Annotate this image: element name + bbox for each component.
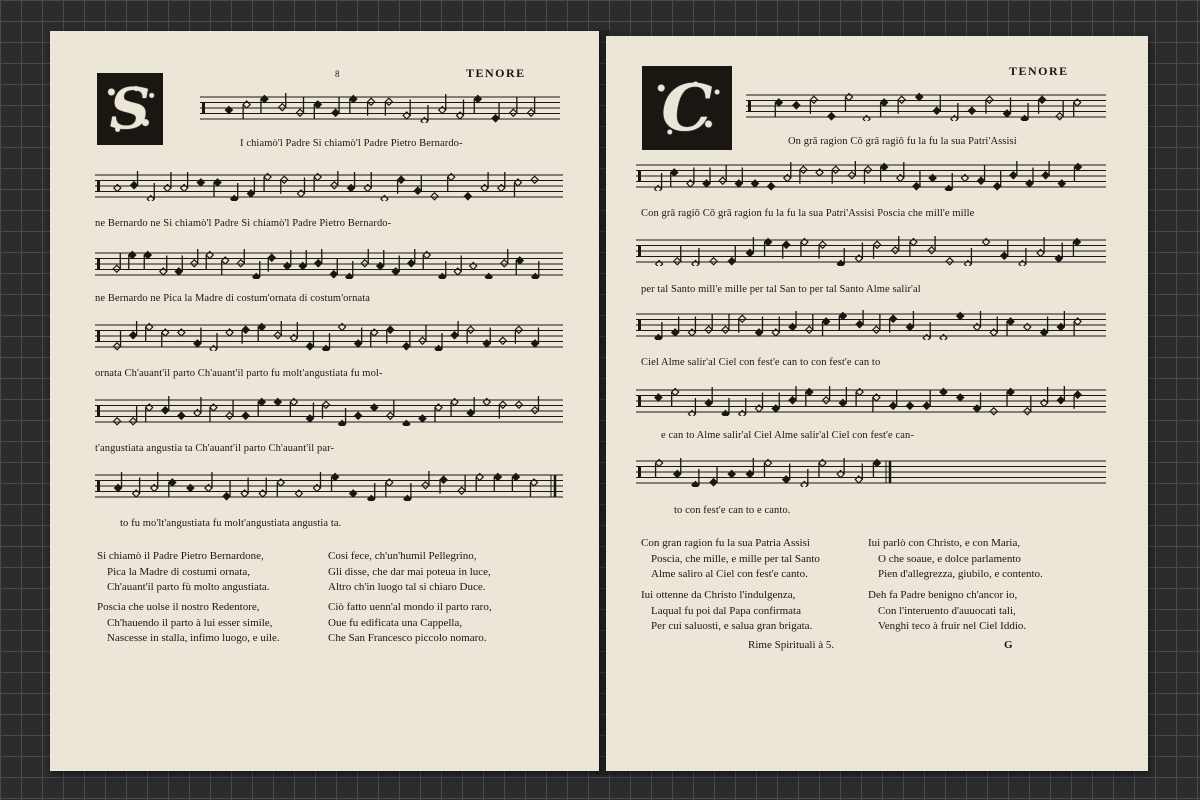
note-head <box>800 166 807 173</box>
note-head <box>1019 261 1026 267</box>
note-head <box>692 261 699 267</box>
verse-stanza: Con gran ragion fu la sua Patria Assisi Poscia, che mille, e mille per tal Santo Alme saliro al Ciel con fest'e canto. <box>641 537 820 580</box>
note-head <box>856 321 863 328</box>
note-head <box>458 487 465 494</box>
note-head <box>1001 252 1008 259</box>
verse-stanza: Iui ottenne da Christo l'indulgenza, Laqual fu poi dal Papa confirmata Per cui saluosti, e salua gran brigata. <box>641 589 813 632</box>
note-head <box>346 274 353 280</box>
note-head <box>237 260 244 267</box>
note-head <box>1010 172 1017 179</box>
page-number: 8 <box>335 69 340 79</box>
clef-mark <box>638 395 641 407</box>
note-head <box>408 260 415 267</box>
music-staff <box>636 457 1106 487</box>
note-head <box>655 335 662 341</box>
note-head <box>355 412 362 419</box>
signature-mark: G <box>1004 639 1013 651</box>
note-head <box>688 411 695 417</box>
music-staff <box>636 161 1106 191</box>
left-page <box>50 31 599 771</box>
note-head <box>722 411 729 417</box>
note-head <box>404 496 411 502</box>
lyric-line: ne Bernardo ne Si chiamò'l Padre Si chiamò'l Padre Pietro Bernardo- <box>95 218 392 229</box>
note-head <box>692 482 699 488</box>
note-head <box>339 421 346 427</box>
lyric-line: to fu mo'lt'angustiata fu molt'angustiata angustia ta. <box>120 518 342 529</box>
note-head <box>890 402 897 409</box>
note-head <box>865 166 872 173</box>
note-head <box>1024 408 1031 415</box>
note-head <box>722 326 729 333</box>
note-head <box>728 258 735 265</box>
note-head <box>532 274 539 280</box>
music-staff <box>200 93 560 123</box>
note-head <box>945 186 952 192</box>
note-head <box>130 332 137 339</box>
verse-stanza: Cosi fece, ch'un'humil Pellegrino, Gli disse, che dar mai poteua in luce, Altro ch'in luogo tal si chiaro Duce. <box>328 550 491 593</box>
note-head <box>403 421 410 427</box>
note-head <box>906 402 913 409</box>
music-staff <box>636 310 1106 340</box>
note-head <box>863 116 870 122</box>
music-staff <box>95 396 563 426</box>
note-head <box>873 326 880 333</box>
note-head <box>499 401 506 408</box>
music-staff <box>95 321 563 351</box>
note-head <box>933 107 940 114</box>
note-head <box>1056 113 1063 120</box>
note-head <box>739 411 746 417</box>
note-head <box>810 96 817 103</box>
music-staff <box>95 471 563 501</box>
note-head <box>467 326 474 333</box>
note-head <box>874 241 881 248</box>
note-head <box>801 482 808 488</box>
note-head <box>848 172 855 179</box>
note-head <box>492 115 499 122</box>
note-head <box>306 343 313 350</box>
note-head <box>531 176 538 183</box>
note-head <box>242 412 249 419</box>
lyric-line: On grā ragion Cō grā ragiō fu la fu la sua Patri'Assisi <box>788 136 1017 147</box>
note-head <box>422 482 429 489</box>
note-head <box>739 315 746 322</box>
note-head <box>162 407 169 414</box>
note-head <box>439 274 446 280</box>
verse-stanza: Iui parlò con Christo, e con Maria, O che soaue, e dolce parlamento Pien d'allegrezza, giubilo, e contento. <box>868 537 1043 580</box>
note-head <box>528 109 535 116</box>
verse-stanza: Si chiamò il Padre Pietro Bernardone, Pica la Madre di costumi ornata, Ch'auant'il parto fù molto angustiata. <box>97 550 270 593</box>
note-head <box>387 326 394 333</box>
note-head <box>783 241 790 248</box>
note-head <box>923 335 930 341</box>
note-head <box>978 177 985 184</box>
music-staff <box>636 386 1106 416</box>
note-head <box>114 343 121 350</box>
verse-stanza: Deh fa Padre benigno ch'ancor io, Con l'interuento d'auuocati tali, Venghi teco à fruir nel Ciel Iddio. <box>868 589 1027 632</box>
note-head <box>968 107 975 114</box>
note-head <box>719 177 726 184</box>
note-head <box>223 493 230 500</box>
note-head <box>231 196 238 202</box>
note-head <box>421 118 428 124</box>
note-head <box>656 261 663 267</box>
music-staff <box>95 249 563 279</box>
note-head <box>515 326 522 333</box>
note-head <box>789 397 796 404</box>
clef-mark <box>97 330 100 342</box>
note-head <box>226 412 233 419</box>
note-head <box>994 183 1001 190</box>
note-head <box>515 401 522 408</box>
note-head <box>923 402 930 409</box>
footer-title: Rime Spirituali à 5. <box>748 639 835 651</box>
note-head <box>1057 397 1064 404</box>
note-head <box>435 346 442 352</box>
note-head <box>837 261 844 267</box>
part-header: TENORE <box>466 66 526 80</box>
clef-mark <box>202 102 205 114</box>
note-head <box>323 346 330 352</box>
note-head <box>1039 96 1046 103</box>
note-head <box>710 479 717 486</box>
note-head <box>793 102 800 109</box>
note-head <box>398 176 405 183</box>
note-head <box>705 326 712 333</box>
note-head <box>279 104 286 111</box>
note-head <box>951 116 958 122</box>
note-head <box>268 254 275 261</box>
note-head <box>361 260 368 267</box>
music-staff <box>746 91 1106 121</box>
clef-mark <box>97 258 100 270</box>
note-head <box>147 196 154 202</box>
note-head <box>806 326 813 333</box>
note-head <box>823 397 830 404</box>
note-head <box>655 186 662 192</box>
clef-mark <box>638 319 641 331</box>
note-head <box>387 412 394 419</box>
music-staff <box>95 171 563 201</box>
note-head <box>451 332 458 339</box>
note-head <box>510 109 517 116</box>
note-head <box>297 109 304 116</box>
note-head <box>191 260 198 267</box>
note-head <box>531 407 538 414</box>
lyric-line: Ciel Alme salir'al Ciel con fest'e can to con fest'e can to <box>641 357 881 368</box>
note-head <box>253 274 260 280</box>
note-head <box>990 408 997 415</box>
note-head <box>131 182 138 189</box>
clef-mark <box>97 405 100 417</box>
clef-mark <box>638 245 641 257</box>
right-page <box>606 36 1148 771</box>
music-staff <box>636 236 1106 266</box>
part-header: TENORE <box>1009 64 1069 78</box>
note-head <box>130 418 137 425</box>
lyric-line: Con grā ragiō Cō grā ragion fu la fu la sua Patri'Assisi Poscia che mill'e mille <box>641 208 975 219</box>
note-head <box>419 337 426 344</box>
note-head <box>913 183 920 190</box>
lyric-line: to con fest'e can to e canto. <box>674 505 791 516</box>
note-head <box>946 258 953 265</box>
note-head <box>819 241 826 248</box>
note-head <box>674 258 681 265</box>
note-head <box>210 346 217 352</box>
note-head <box>403 343 410 350</box>
clef-mark <box>638 466 641 478</box>
note-head <box>274 332 281 339</box>
note-head <box>832 166 839 173</box>
note-head <box>381 196 388 202</box>
note-head <box>113 265 120 272</box>
lyric-line: I chiamò'l Padre Si chiamò'l Padre Pietro Bernardo- <box>240 138 463 149</box>
note-head <box>768 183 775 190</box>
note-head <box>440 476 447 483</box>
note-head <box>501 260 508 267</box>
note-head <box>464 193 471 200</box>
note-head <box>1074 391 1081 398</box>
note-head <box>281 176 288 183</box>
note-head <box>315 260 322 267</box>
note-head <box>114 418 121 425</box>
clef-mark <box>97 480 100 492</box>
note-head <box>178 412 185 419</box>
clef-mark <box>748 100 751 112</box>
note-head <box>892 247 899 254</box>
note-head <box>964 261 971 267</box>
note-head <box>368 496 375 502</box>
lyric-line: ornata Ch'auant'il parto Ch'auant'il parto fu molt'angustiata fu mol- <box>95 368 383 379</box>
note-head <box>414 187 421 194</box>
note-head <box>330 271 337 278</box>
lyric-line: t'angustiata angustia ta Ch'auant'il parto Ch'auant'il par- <box>95 443 335 454</box>
lyric-line: e can to Alme salir'al Ciel Alme salir'al Ciel con fest'e can- <box>661 430 915 441</box>
note-head <box>928 247 935 254</box>
note-head <box>828 113 835 120</box>
lyric-line: ne Bernardo ne Pica la Madre di costum'ornata di costum'ornata <box>95 293 371 304</box>
note-head <box>485 274 492 280</box>
note-head <box>499 337 506 344</box>
note-head <box>986 96 993 103</box>
note-head <box>898 96 905 103</box>
verse-stanza: Poscia che uolse il nostro Redentore, Ch'hauendo il parto à lui esser simile, Nascesse in stalla, infimo luogo, e uile. <box>97 601 280 644</box>
note-head <box>710 258 717 265</box>
note-head <box>1021 116 1028 122</box>
verse-stanza: Ciò fatto uenn'al mondo il parto raro, Oue fu edificata una Cappella, Che San Francesco piccolo nomaro. <box>328 601 492 644</box>
note-head <box>331 182 338 189</box>
note-head <box>1042 172 1049 179</box>
note-head <box>332 109 339 116</box>
clef-mark <box>638 170 641 182</box>
note-head <box>242 326 249 333</box>
decorated-initial: S <box>97 73 163 145</box>
note-head <box>890 315 897 322</box>
note-head <box>431 193 438 200</box>
note-head <box>940 335 947 341</box>
note-head <box>323 401 330 408</box>
clef-mark <box>97 180 100 192</box>
note-head <box>368 98 375 105</box>
decorated-initial: C <box>642 66 732 150</box>
note-head <box>385 98 392 105</box>
lyric-line: per tal Santo mill'e mille per tal San to per tal Santo Alme salir'al <box>641 284 921 295</box>
